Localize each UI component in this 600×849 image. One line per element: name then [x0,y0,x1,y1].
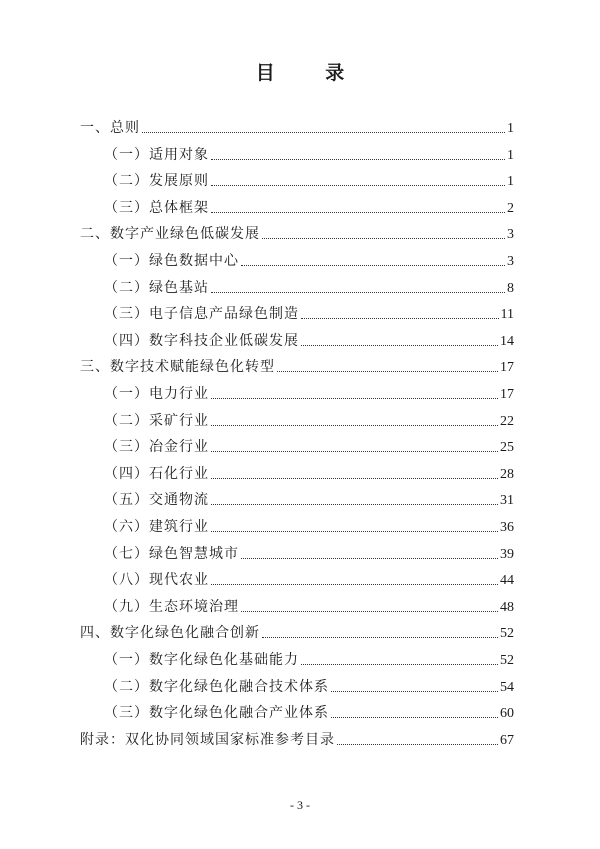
toc-entry-page: 17 [500,360,514,376]
page-number: - 3 - [290,798,310,812]
toc-leader-dots [262,237,505,239]
toc-entry-label: （一）绿色数据中心 [104,253,239,269]
toc-entry-label: （三）数字化绿色化融合产业体系 [104,705,329,722]
toc-leader-dots [142,131,505,133]
toc-leader-dots [331,716,498,718]
toc-entry-label: （一）数字化绿色化基础能力 [104,652,299,668]
toc-entry-page: 60 [500,706,514,722]
toc-entry-label: （三）冶金行业 [104,439,209,456]
toc-entry-label: （三）总体框架 [104,199,209,216]
toc-leader-dots [241,264,505,266]
toc-entry[interactable] [104,143,514,167]
toc-entry[interactable] [104,249,514,273]
toc-entry-label: 四、数字化绿色化融合创新 [80,625,260,642]
toc-entry[interactable] [104,542,514,566]
toc-leader-dots [211,424,498,426]
toc-entry-page: 28 [500,466,514,482]
toc-entry[interactable] [104,409,514,433]
toc-entry-page: 11 [500,307,514,323]
toc-entry-page: 8 [507,280,514,296]
toc-entry-label: （六）建筑行业 [104,519,209,535]
toc-leader-dots [277,370,498,372]
toc-entry-page: 52 [500,653,514,668]
toc-entry-label: 附录：双化协同领域国家标准参考目录 [80,731,335,748]
toc-entry-page: 67 [500,732,514,748]
toc-entry-page: 54 [500,679,514,695]
toc-leader-dots [301,317,499,319]
toc-entry[interactable] [104,515,514,539]
toc-entry-page: 31 [500,493,514,509]
toc-entry-label: （九）生态环境治理 [104,598,239,615]
toc-entry[interactable] [80,728,514,752]
toc-entry[interactable] [80,222,514,246]
toc-entry-page: 1 [507,174,514,190]
toc-leader-dots [301,344,498,346]
toc-entry[interactable] [104,462,514,486]
toc-leader-dots [211,397,498,399]
toc-entry[interactable] [104,488,514,512]
toc-entry-page: 3 [507,254,514,269]
toc-entry-page: 22 [500,413,514,429]
toc-leader-dots [301,663,498,665]
toc-entry-label: （八）现代农业 [104,572,209,589]
toc-entry-page: 39 [500,546,514,562]
toc-entry-label: （一）电力行业 [104,386,209,402]
toc-entry[interactable] [104,648,514,672]
toc-entry-page: 14 [500,333,514,349]
toc-entry[interactable] [80,355,514,379]
toc-entry-page: 2 [507,200,514,216]
toc-leader-dots [337,743,498,745]
toc-entry[interactable] [104,302,514,326]
toc-entry[interactable] [104,329,514,353]
toc-leader-dots [211,211,505,213]
toc-entry[interactable] [104,595,514,619]
toc-entry[interactable] [104,169,514,193]
toc-entry-label: （一）适用对象 [104,146,209,163]
toc-leader-dots [211,291,505,293]
toc-leader-dots [331,690,498,692]
toc-entry-label: 一、总则 [80,120,140,136]
toc-entry-page: 1 [507,121,514,136]
toc-entry[interactable] [104,435,514,459]
toc-entry[interactable] [80,621,514,645]
toc-entry-label: （四）石化行业 [104,465,209,482]
toc-entry-page: 52 [500,626,514,642]
toc-leader-dots [211,184,505,186]
toc-leader-dots [241,557,498,559]
toc-entry-page: 17 [500,387,514,402]
toc-entry-label: （二）采矿行业 [104,412,209,429]
toc-entry[interactable] [104,701,514,725]
toc-entry-label: （五）交通物流 [104,492,209,509]
toc-entry-label: 二、数字产业绿色低碳发展 [80,226,260,243]
toc-entry[interactable] [80,116,514,140]
toc-entry-page: 1 [507,147,514,163]
toc-leader-dots [211,450,498,452]
toc-entry-label: （四）数字科技企业低碳发展 [104,332,299,349]
toc-leader-dots [211,158,505,160]
toc-leader-dots [241,610,498,612]
toc-entry-label: （七）绿色智慧城市 [104,545,239,562]
toc-entry-page: 44 [500,573,514,589]
toc-entry[interactable] [104,382,514,406]
toc-leader-dots [211,503,498,505]
toc-entry-page: 3 [507,227,514,243]
toc-leader-dots [211,477,498,479]
toc-entry-label: 三、数字技术赋能绿色化转型 [80,359,275,376]
toc-leader-dots [211,530,498,532]
toc-entry-label: （二）数字化绿色化融合技术体系 [104,678,329,695]
toc-leader-dots [211,583,498,585]
toc-leader-dots [262,636,498,638]
toc-entry-label: （三）电子信息产品绿色制造 [104,306,299,323]
toc-entry[interactable] [104,276,514,300]
toc-entry[interactable] [104,196,514,220]
toc-entry-page: 36 [500,520,514,535]
toc-entry-page: 48 [500,599,514,615]
toc-entry[interactable] [104,675,514,699]
toc-entry-label: （二）绿色基站 [104,279,209,296]
toc-entry-label: （二）发展原则 [104,173,209,190]
toc-entry-page: 25 [500,440,514,456]
toc-entry[interactable] [104,568,514,592]
page-title: 目 录 [255,62,367,84]
